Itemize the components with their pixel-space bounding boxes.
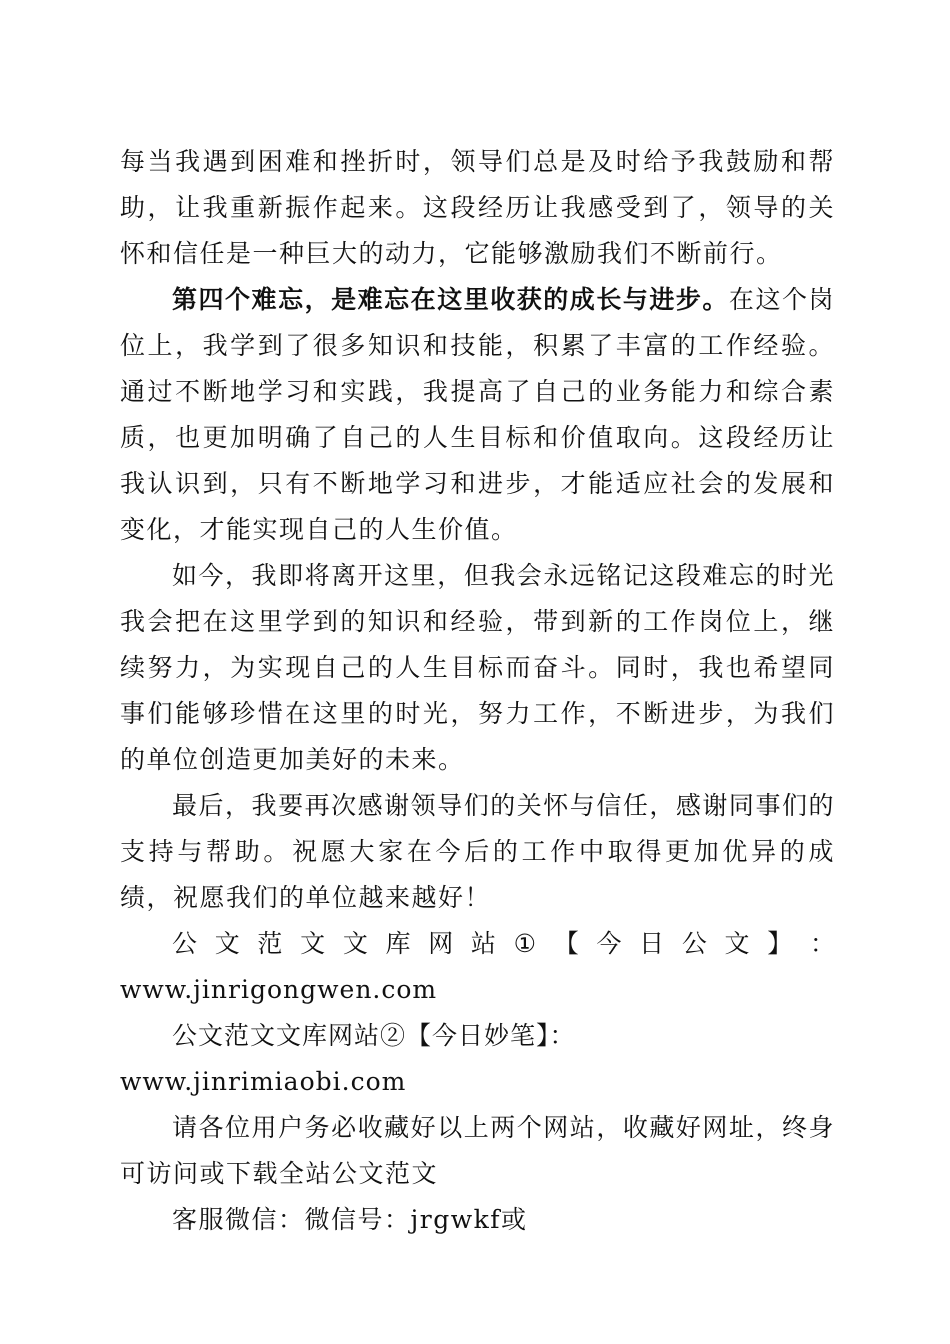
- document-page: [120, 139, 835, 1243]
- site1-label-char: 文: [214, 929, 240, 958]
- site1-label-char: 站: [470, 929, 496, 958]
- site1-label: [120, 921, 835, 967]
- site1-url[interactable]: www.jinrigongwen.com: [120, 975, 438, 1004]
- paragraph-2: [120, 277, 835, 553]
- site1-label-char: 文: [724, 929, 750, 958]
- site1-label-char: 库: [385, 929, 411, 958]
- paragraph-1: 每当我遇到困难和挫折时，领导们总是及时给予我鼓励和帮助，让我重新振作起来。这段经历让我感受到了，领导的关怀和信任是一种巨大的动力，它能够激励我们不断前行。: [120, 147, 835, 268]
- site1-label-char: ：: [809, 929, 835, 958]
- paragraph-3: 如今，我即将离开这里，但我会永远铭记这段难忘的时光我会把在这里学到的知识和经验，带到新的工作岗位上，继续努力，为实现自己的人生目标而奋斗。同时，我也希望同事们能够珍惜在这里的时光，努力工作，不断进步，为我们的单位创造更加美好的未来。: [120, 561, 835, 774]
- site1-label-char: 】: [767, 929, 793, 958]
- paragraph-4: 最后，我要再次感谢领导们的关怀与信任，感谢同事们的支持与帮助。祝愿大家在今后的工作中取得更加优异的成绩，祝愿我们的单位越来越好！: [120, 791, 835, 912]
- site1-label-char: 今: [596, 929, 622, 958]
- site1-label-char: 【: [553, 929, 579, 958]
- site1-label-char: ①: [513, 929, 537, 958]
- site1-label-char: 公: [172, 929, 198, 958]
- site1-label-char: 日: [639, 929, 665, 958]
- notice-paragraph: 请各位用户务必收藏好以上两个网站，收藏好网址，终身可访问或下载全站公文范文: [120, 1113, 835, 1188]
- site1-label-char: 文: [342, 929, 368, 958]
- site1-label-char: 网: [428, 929, 454, 958]
- site1-label-char: 公: [681, 929, 707, 958]
- service-line: 客服微信：微信号：jrgwkf或: [172, 1205, 528, 1234]
- paragraph-2-body: 在这个岗位上，我学到了很多知识和技能，积累了丰富的工作经验。通过不断地学习和实践，我提高了自己的业务能力和综合素质，也更加明确了自己的人生目标和价值取向。这段经历让我认识到，只有不断地学习和进步，才能适应社会的发展和变化，才能实现自己的人生价值。: [120, 285, 835, 544]
- paragraph-2-lead: 第四个难忘，是难忘在这里收获的成长与进步。: [172, 285, 729, 314]
- site1-label-char: 范: [257, 929, 283, 958]
- site2-line: 公文范文文库网站②【今日妙笔】：www.jinrimiaobi.com: [120, 1021, 576, 1096]
- site1-label-char: 文: [300, 929, 326, 958]
